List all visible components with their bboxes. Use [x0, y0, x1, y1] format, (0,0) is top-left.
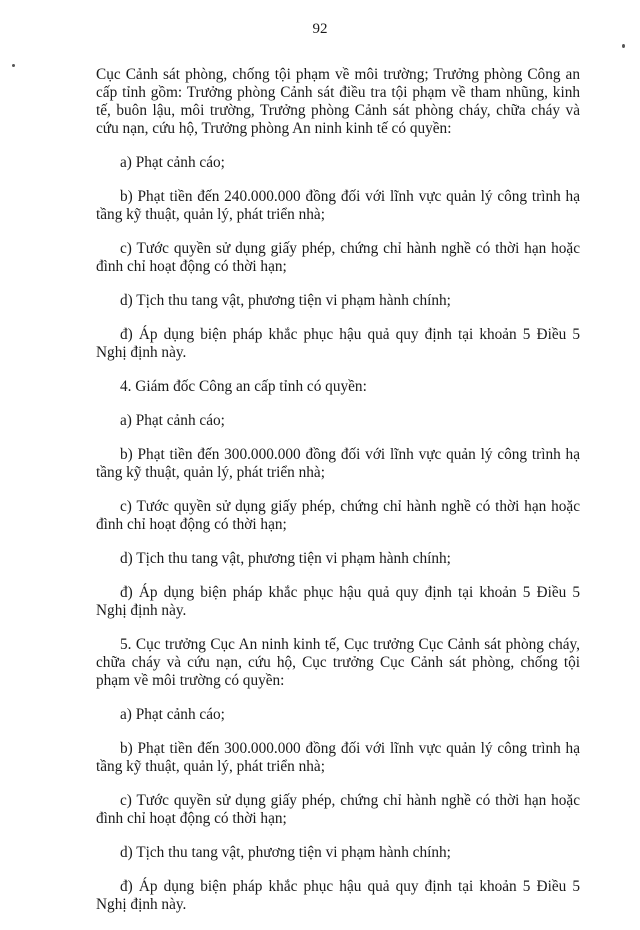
scan-speck: [622, 44, 625, 48]
paragraph: b) Phạt tiền đến 300.000.000 đồng đối với lĩnh vực quản lý công trình hạ tầng kỹ thuật, quản lý, phát triển nhà;: [96, 740, 580, 775]
document-body: [96, 66, 580, 930]
paragraph: đ) Áp dụng biện pháp khắc phục hậu quả quy định tại khoản 5 Điều 5 Nghị định này.: [96, 326, 580, 361]
paragraph: c) Tước quyền sử dụng giấy phép, chứng chỉ hành nghề có thời hạn hoặc đình chỉ hoạt động có thời hạn;: [96, 498, 580, 533]
paragraph: 4. Giám đốc Công an cấp tỉnh có quyền:: [120, 378, 367, 395]
paragraph: a) Phạt cảnh cáo;: [120, 412, 225, 429]
paragraph: c) Tước quyền sử dụng giấy phép, chứng chỉ hành nghề có thời hạn hoặc đình chỉ hoạt động có thời hạn;: [96, 792, 580, 827]
page-number: 92: [312, 21, 328, 37]
paragraph: a) Phạt cảnh cáo;: [120, 154, 225, 171]
paragraph: Cục Cảnh sát phòng, chống tội phạm về môi trường; Trưởng phòng Công an cấp tỉnh gồm: Trưởng phòng Cảnh sát điều tra tội phạm về tham nhũng, kinh tế, buôn lậu, môi trường, Trưởng phòng Cảnh sát phòng cháy, chữa cháy và cứu nạn, cứu hộ, Trưởng phòng An ninh kinh tế có quyền:: [96, 66, 580, 137]
paragraph: đ) Áp dụng biện pháp khắc phục hậu quả quy định tại khoản 5 Điều 5 Nghị định này.: [96, 584, 580, 619]
paragraph: b) Phạt tiền đến 300.000.000 đồng đối với lĩnh vực quản lý công trình hạ tầng kỹ thuật, quản lý, phát triển nhà;: [96, 446, 580, 481]
paragraph: b) Phạt tiền đến 240.000.000 đồng đối với lĩnh vực quản lý công trình hạ tầng kỹ thuật, quản lý, phát triển nhà;: [96, 188, 580, 223]
paragraph: 5. Cục trưởng Cục An ninh kinh tế, Cục trưởng Cục Cảnh sát phòng cháy, chữa cháy và cứu nạn, cứu hộ, Cục trưởng Cục Cảnh sát phòng, chống tội phạm về môi trường có quyền:: [96, 636, 580, 689]
paragraph: c) Tước quyền sử dụng giấy phép, chứng chỉ hành nghề có thời hạn hoặc đình chỉ hoạt động có thời hạn;: [96, 240, 580, 275]
paragraph: a) Phạt cảnh cáo;: [120, 706, 225, 723]
paragraph: đ) Áp dụng biện pháp khắc phục hậu quả quy định tại khoản 5 Điều 5 Nghị định này.: [96, 878, 580, 913]
paragraph: d) Tịch thu tang vật, phương tiện vi phạm hành chính;: [120, 844, 451, 861]
paragraph: d) Tịch thu tang vật, phương tiện vi phạm hành chính;: [120, 292, 451, 309]
scan-speck: [12, 64, 15, 67]
paragraph: d) Tịch thu tang vật, phương tiện vi phạm hành chính;: [120, 550, 451, 567]
